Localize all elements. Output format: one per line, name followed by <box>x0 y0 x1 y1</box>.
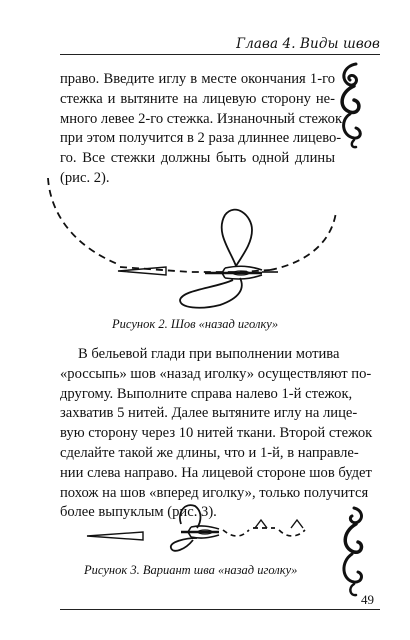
paragraph-line: го. Все стежки должны быть одной длины <box>60 150 335 167</box>
paragraph-line: много левее 2-го стежка. Изнаночный стежок <box>60 110 343 127</box>
paragraph-line: другому. Выполните справа налево 1-й стежок, <box>60 385 353 402</box>
paragraph-line: похож на шов «вперед иголку», только получится <box>60 484 369 501</box>
paragraph-line: захватив 5 нитей. Далее вытяните иглу на лице- <box>60 405 358 422</box>
page-number: 49 <box>361 592 374 607</box>
figure-2-caption: Рисунок 2. Шов «назад иголку» <box>112 317 279 331</box>
paragraph-line: право. Введите иглу в месте окончания 1-го <box>60 71 335 87</box>
paragraph-line: вую сторону через 10 нитей ткани. Второй стежок <box>60 425 373 442</box>
figure-3-illustration <box>85 498 320 562</box>
paragraph-line: сделайте такой же длины, что и 1-й, в направле- <box>60 444 359 461</box>
paragraph-line: (рис. 2). <box>60 169 110 186</box>
paragraph-line: более выпуклым (рис. 3). <box>60 504 217 521</box>
paragraph-line: «россыпь» шов «назад иголку» осуществляют по- <box>60 365 372 382</box>
ornament-bottom-icon <box>336 506 368 598</box>
paragraph-line: нии слева направо. На лицевой стороне шов будет <box>60 464 372 481</box>
chapter-title: Глава 4. Виды швов <box>236 36 380 52</box>
paragraph-line: В бельевой глади при выполнении мотива <box>78 346 340 362</box>
figure-3-caption: Рисунок 3. Вариант шва «назад иголку» <box>84 563 298 577</box>
paragraph-line: стежка и вытяните на лицевую сторону не- <box>60 90 335 107</box>
paragraph-2 <box>60 345 373 523</box>
footer-rule <box>60 609 380 610</box>
running-header <box>60 34 380 56</box>
header-rule <box>60 54 380 55</box>
paragraph-line: при этом получится в 2 раза длиннее лицево- <box>60 130 342 147</box>
figure-2-illustration <box>40 170 350 315</box>
